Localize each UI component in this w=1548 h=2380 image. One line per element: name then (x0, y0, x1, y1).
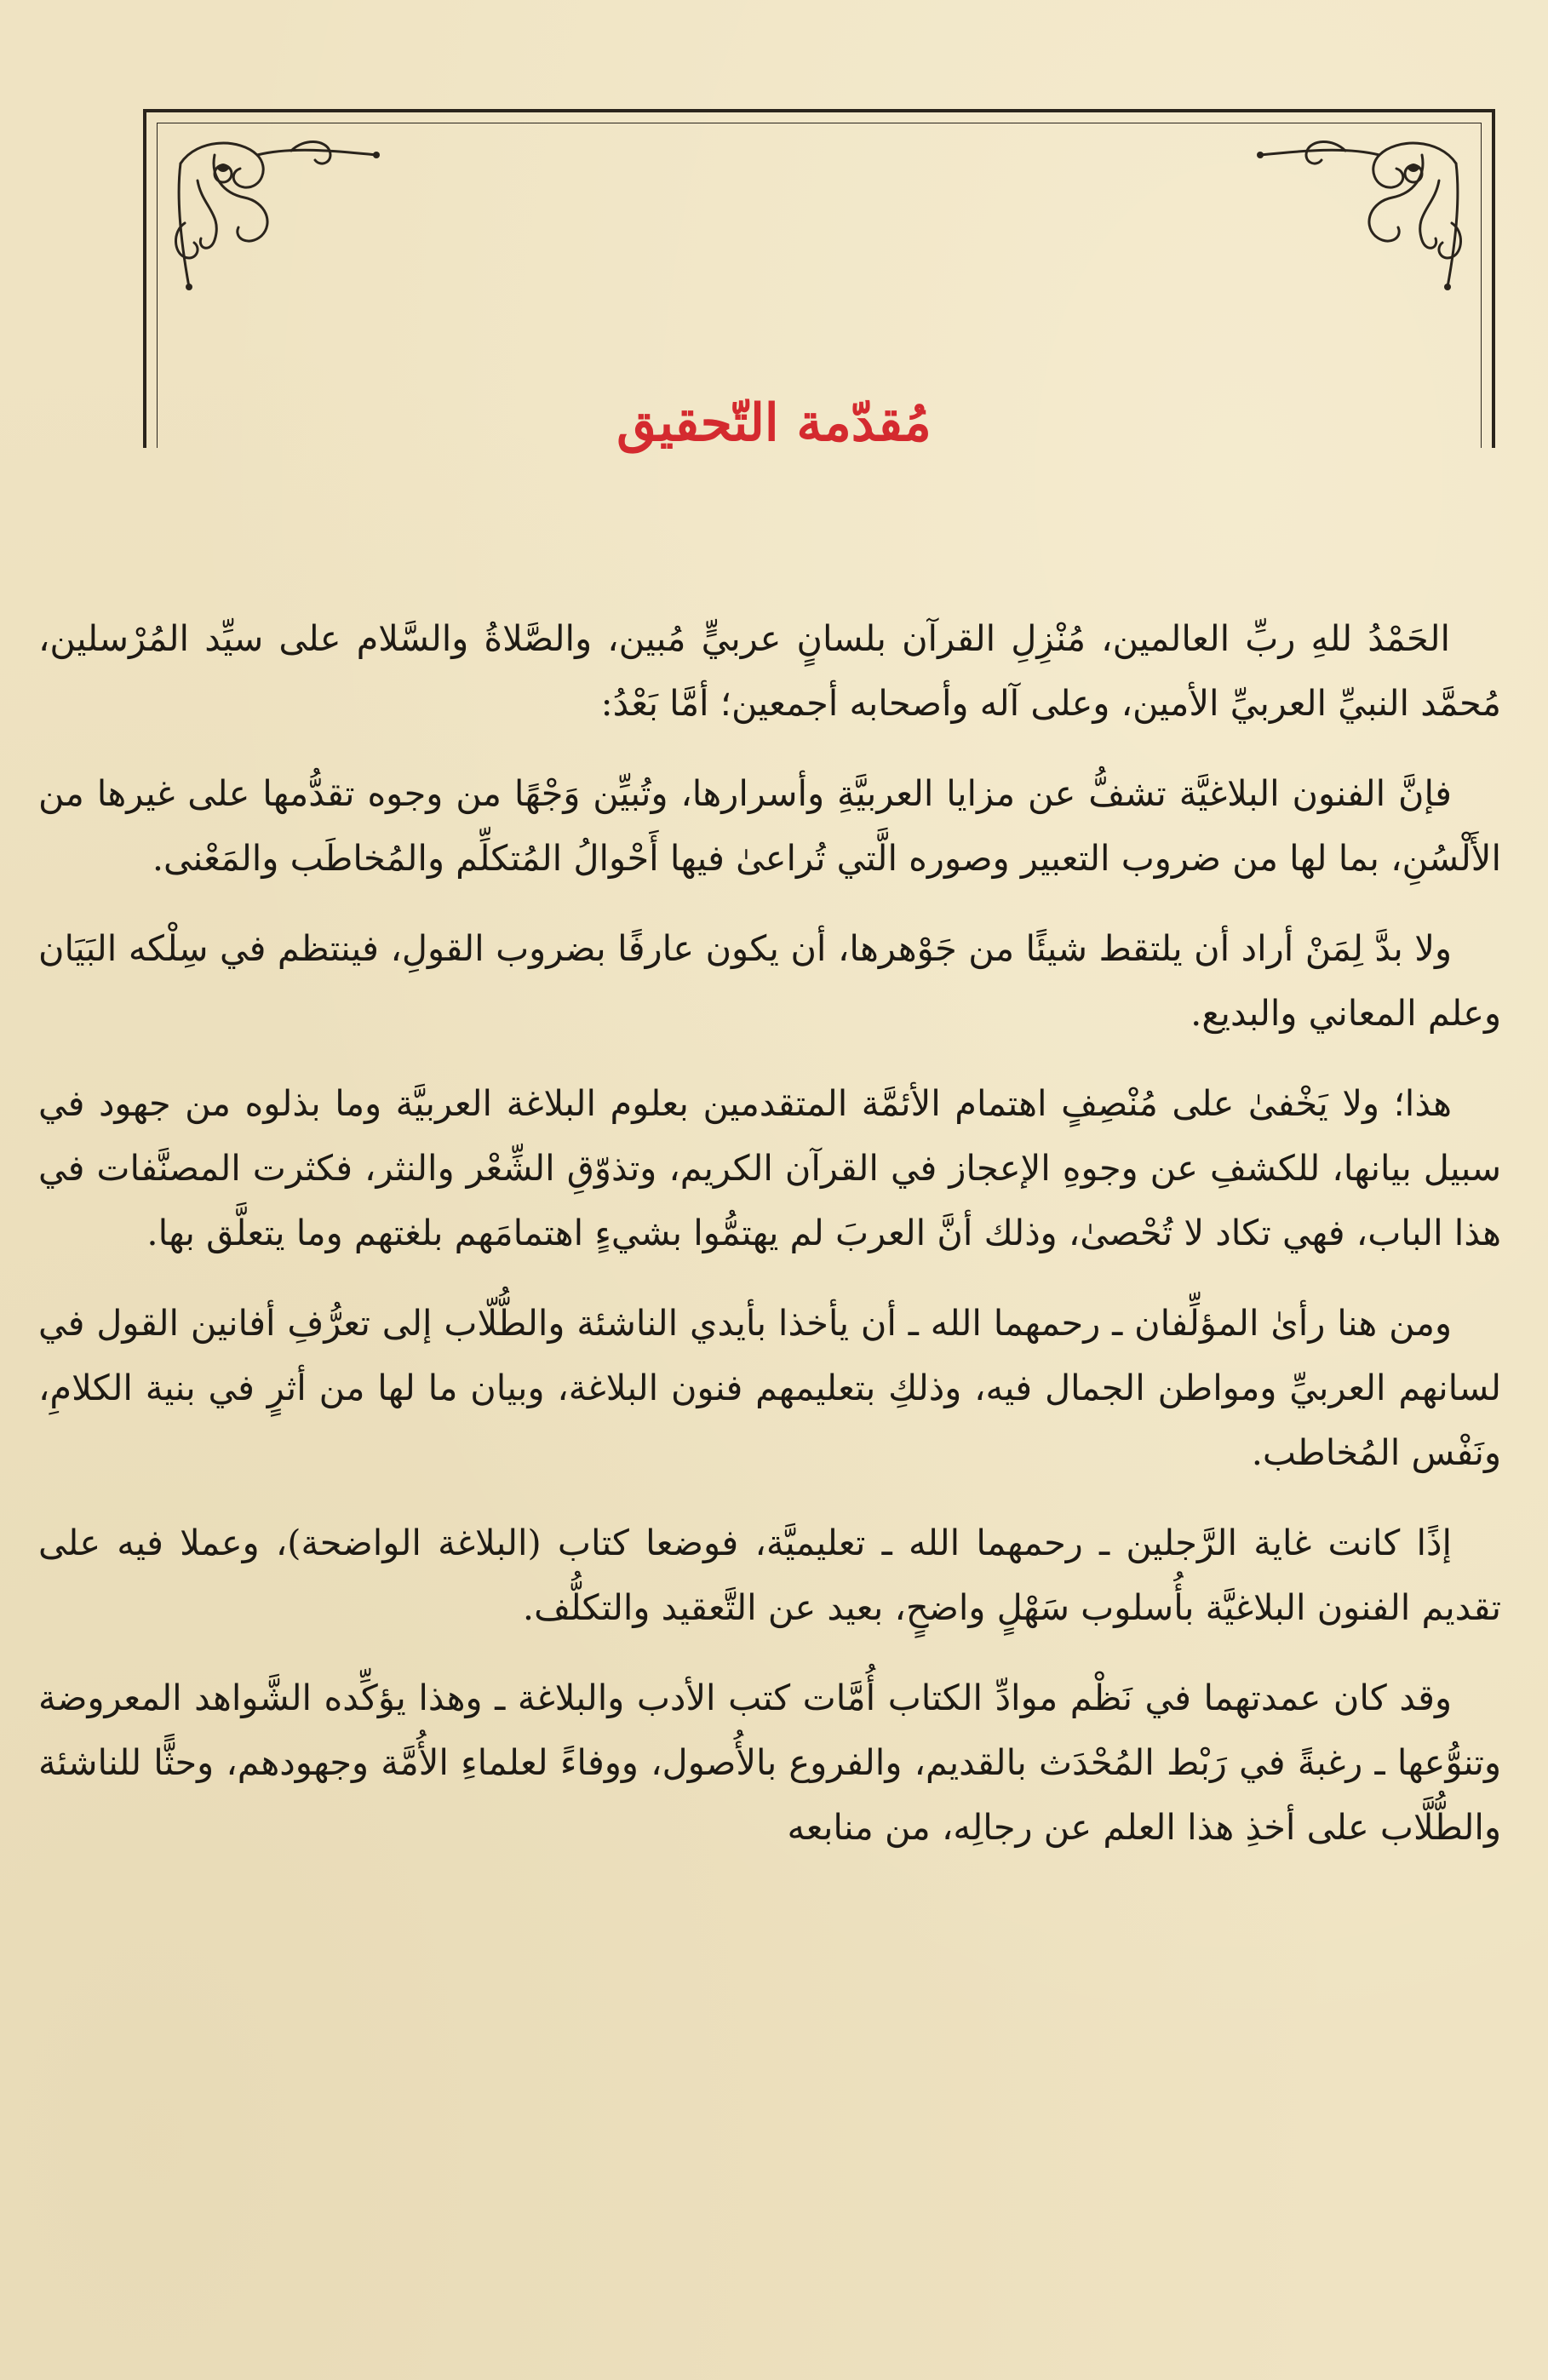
paragraph: ولا بدَّ لِمَنْ أراد أن يلتقط شيئًا من جَوْهرها، أن يكون عارفًا بضروب القولِ، فينتظم في سِلْكه البَيَان وعلم المعاني والبديع. (38, 927, 1501, 1034)
paragraph: هذا؛ ولا يَخْفىٰ على مُنْصِفٍ اهتمام الأئمَّة المتقدمين بعلوم البلاغة العربيَّة وما بذلوه من جهود في سبيل بيانها، للكشفِ عن وجوهِ الإعجاز في القرآن الكريم، وتذوّقِ الشِّعْر والنثر، فكثرت المصنَّفات في هذا الباب، فهي تكاد لا تُحْصىٰ، وذلك أنَّ العربَ لم يهتمُّوا بشيءٍ اهتمامَهم بلغتهم وما يتعلَّق بها. (38, 1082, 1501, 1253)
paragraph: إذًا كانت غاية الرَّجلين ـ رحمهما الله ـ تعليميَّة، فوضعا كتاب (البلاغة الواضحة)، وعملا فيه على تقديم الفنون البلاغيَّة بأُسلوب سَهْلٍ واضحٍ، بعيد عن التَّعقيد والتكلُّف. (38, 1522, 1501, 1628)
paragraph: الحَمْدُ للهِ ربِّ العالمين، مُنْزِلِ القرآن بلسانٍ عربيٍّ مُبين، والصَّلاةُ والسَّلام على سيِّد المُرْسلين، مُحمَّد النبيِّ العربيِّ الأمين، وعلى آله وأصحابه أجمعين؛ أمَّا بَعْدُ: (38, 617, 1501, 724)
paragraph: فإنَّ الفنون البلاغيَّة تشفُّ عن مزايا العربيَّةِ وأسرارها، وتُبيِّن وَجْهًا من وجوه تقدُّمها على غيرها من الأَلْسُنِ، بما لها من ضروب التعبير وصوره الَّتي تُراعىٰ فيها أَحْوالُ المُتكلِّم والمُخاطَب والمَعْنى. (38, 772, 1501, 879)
paragraph: وقد كان عمدتهما في نَظْم موادِّ الكتاب أُمَّات كتب الأدب والبلاغة ـ وهذا يؤكِّده الشَّواهد المعروضة وتنوُّعها ـ رغبةً في رَبْط المُحْدَث بالقديم، والفروع بالأُصول، ووفاءً لعلماءِ الأُمَّة وجهودهم، وحثًّا للناشئة والطُّلَّاب على أخذِ هذا العلم عن رجالِه، من منابعه (38, 1677, 1501, 1848)
body-text (38, 606, 1501, 1885)
paragraph: ومن هنا رأىٰ المؤلِّفان ـ رحمهما الله ـ أن يأخذا بأيدي الناشئة والطُّلّاب إلى تعرُّفِ أفانين القول في لسانهم العربيِّ ومواطن الجمال فيه، وذلكِ بتعليمهم فنون البلاغة، وبيان ما لها من أثرٍ في بنية الكلامِ، ونَفْس المُخاطب. (38, 1302, 1501, 1473)
page-title: مُقدّمة التّحقيق (616, 393, 932, 453)
corner-flourish-icon (1243, 129, 1473, 300)
corner-flourish-icon (163, 129, 393, 300)
